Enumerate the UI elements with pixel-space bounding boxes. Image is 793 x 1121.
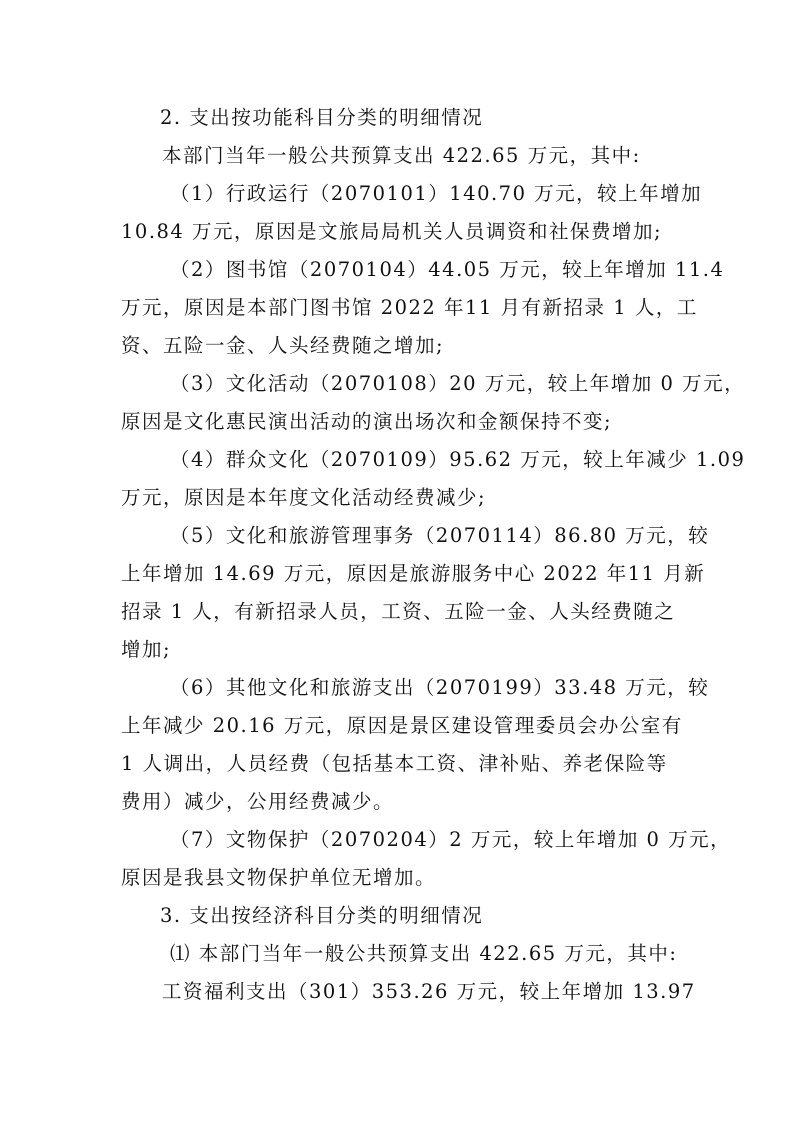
- item-7-line: （7）文物保护（2070204）2 万元，较上年增加 0 万元，: [170, 828, 732, 851]
- item-3-continuation: 原因是文化惠民演出活动的演出场次和金额保持不变;: [121, 410, 613, 433]
- item-5-continuation: 上年增加 14.69 万元，原因是旅游服务中心 2022 年11 月新: [121, 562, 706, 585]
- item-5-continuation: 增加;: [121, 638, 172, 661]
- item-6-continuation: 上年减少 20.16 万元，原因是景区建设管理委员会办公室有: [121, 714, 683, 737]
- item-4-line: （4）群众文化（2070109）95.62 万元，较上年减少 1.09: [170, 448, 746, 471]
- item-6-continuation: 1 人调出，人员经费（包括基本工资、津补贴、养老保险等: [121, 752, 668, 775]
- item-6-continuation: 费用）减少，公用经费减少。: [121, 790, 395, 813]
- item-5-continuation: 招录 1 人，有新招录人员，工资、五险一金、人头经费随之: [121, 600, 676, 623]
- item-2-continuation: 资、五险一金、人头经费随之增加;: [121, 334, 445, 357]
- section-heading-economic: 3. 支出按经济科目分类的明细情况: [160, 904, 484, 927]
- item-2-line: （2）图书馆（2070104）44.05 万元，较上年增加 11.4: [170, 258, 725, 281]
- item-1-line: （1）行政运行（2070101）140.70 万元，较上年增加: [170, 182, 703, 205]
- item-7-continuation: 原因是我县文物保护单位无增加。: [121, 866, 437, 889]
- item-3-line: （3）文化活动（2070108）20 万元，较上年增加 0 万元，: [170, 372, 746, 395]
- item-1-continuation: 10.84 万元，原因是文旅局局机关人员调资和社保费增加;: [121, 220, 663, 243]
- paragraph-line: 本部门当年一般公共预算支出 422.65 万元，其中:: [162, 144, 641, 167]
- item-2-continuation: 万元，原因是本部门图书馆 2022 年11 月有新招录 1 人，工: [121, 296, 698, 319]
- item-6-line: （6）其他文化和旅游支出（2070199）33.48 万元，较: [170, 676, 710, 699]
- economic-item-1-continuation: 工资福利支出（301）353.26 万元，较上年增加 13.97: [162, 980, 696, 1003]
- economic-item-1-line: ⑴ 本部门当年一般公共预算支出 422.65 万元，其中:: [170, 942, 678, 965]
- item-4-continuation: 万元，原因是本年度文化活动经费减少;: [121, 486, 487, 509]
- section-heading-functional: 2. 支出按功能科目分类的明细情况: [160, 106, 484, 129]
- item-5-line: （5）文化和旅游管理事务（2070114）86.80 万元，较: [170, 524, 710, 547]
